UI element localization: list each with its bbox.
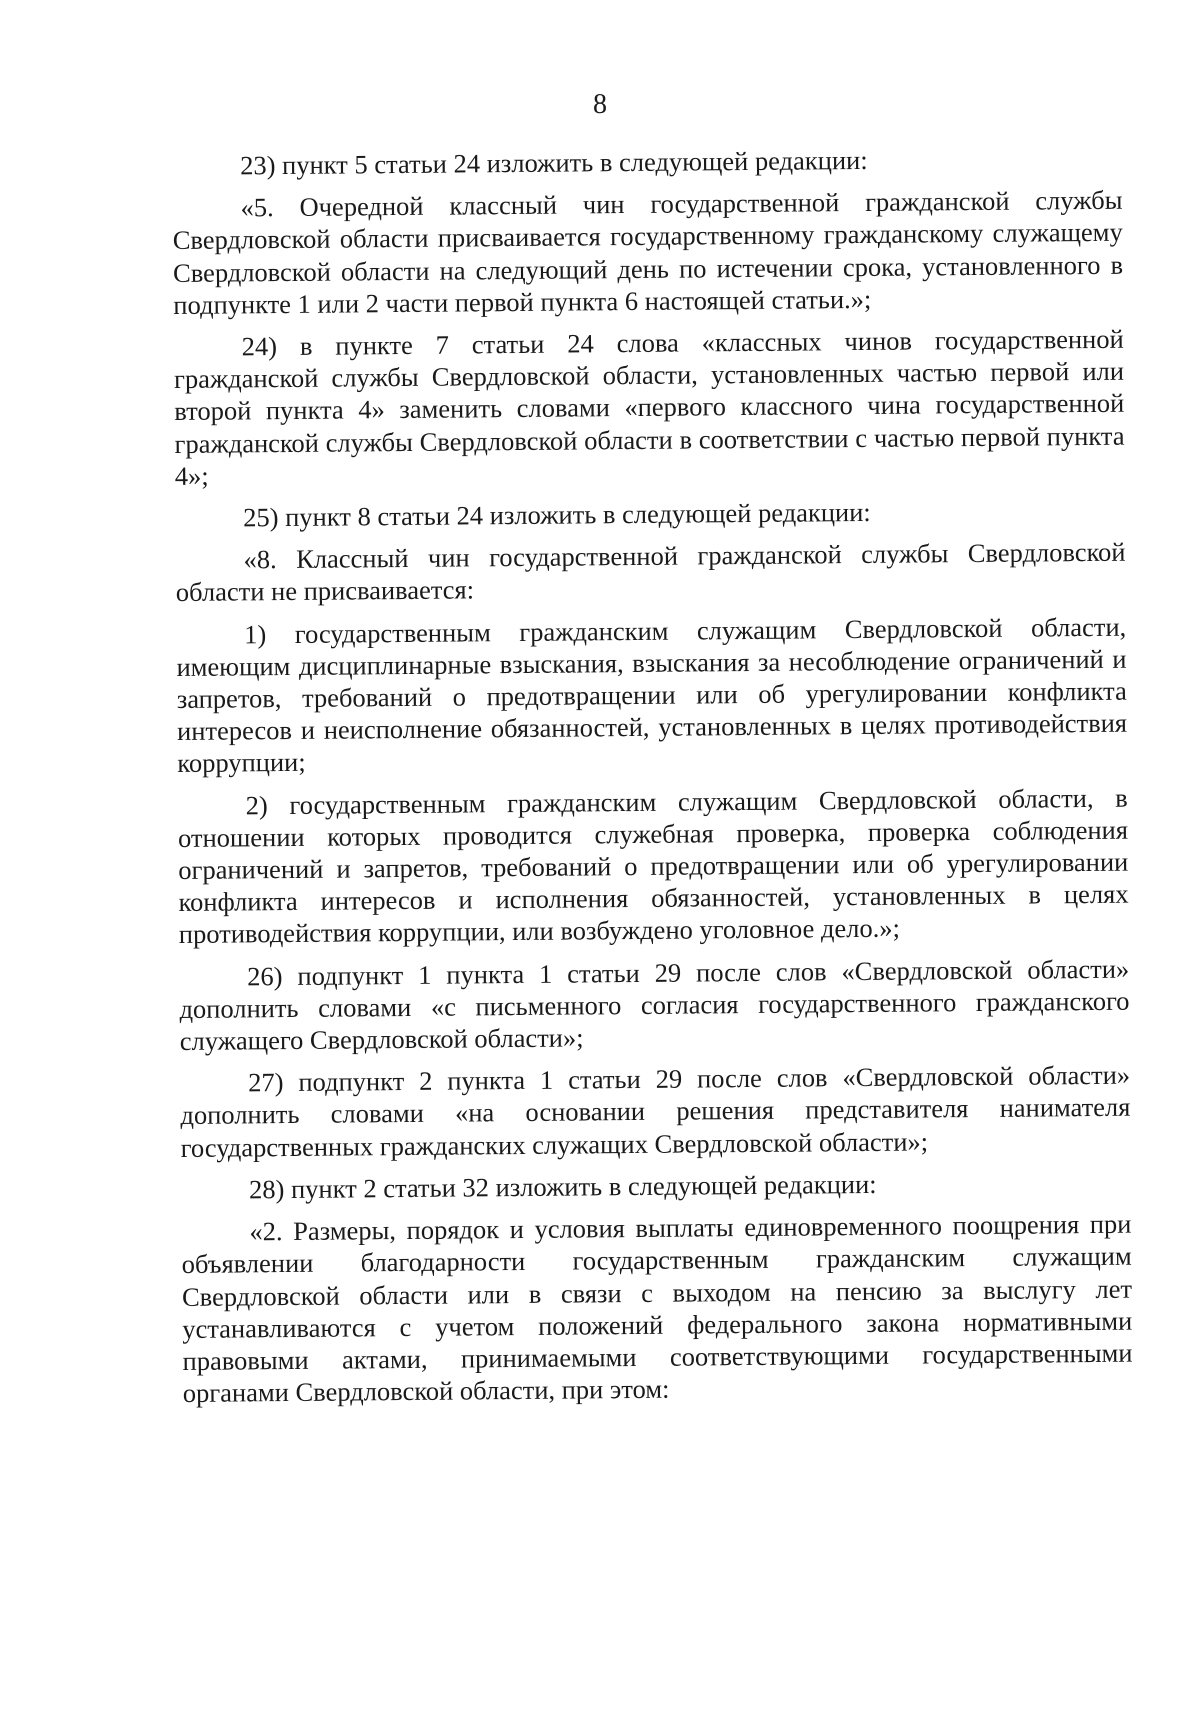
item-25-paragraph: 25) пункт 8 статьи 24 изложить в следующей редакции: (243, 496, 871, 533)
item-26-paragraph: 26) подпункт 1 пункта 1 статьи 29 после слов «Свердловской области» дополнить словами «с письменного согласия государственного гражданского служащего Свердловской области»; (179, 953, 1130, 1057)
item-25-subitem-1: 1) государственным гражданским служащим Свердловской области, имеющим дисциплинарные взыскания, взыскания за несоблюдение ограничений и запретов, требований о предотвращении или об урегулировании конфликта интересов и неисполнение обязанностей, установленных в целях противодействия коррупции; (176, 611, 1128, 779)
item-28-quoted-text: «2. Размеры, порядок и условия выплаты единовременного поощрения при объявлении благодарности государственным гражданским служащим Свердловской области или в связи с выходом на пенсию за выслугу лет устанавливаются с учетом положений федерального закона нормативными правовыми актами, принимаемыми соответствующими государственными органами Свердловской области, при этом: (181, 1208, 1133, 1409)
item-27-paragraph: 27) подпункт 2 пункта 1 статьи 29 после слов «Свердловской области» дополнить словами «на основании решения представителя нанимателя государственных гражданских служащих Свердловской области»; (180, 1059, 1131, 1163)
item-24-paragraph: 24) в пункте 7 статьи 24 слова «классных чинов государственной гражданской службы Свердловской области, установленных частью первой или второй пункта 4» заменить словами «первого классного чина государственной гражданской службы Свердловской области в соответствии с частью первой пункта 4»; (173, 323, 1125, 491)
document-body (172, 142, 1133, 1420)
item-28-paragraph: 28) пункт 2 статьи 32 изложить в следующей редакции: (248, 1168, 877, 1205)
item-23-paragraph: 23) пункт 5 статьи 24 изложить в следующей редакции: (240, 144, 868, 181)
page-number: 8 (593, 89, 607, 120)
item-25-quoted-text: «8. Классный чин государственной гражданской службы Свердловской области не присваивается: (175, 536, 1126, 608)
item-25-subitem-2: 2) государственным гражданским служащим Свердловской области, в отношении которых проводится служебная проверка, проверка соблюдения ограничений и запретов, требований о предотвращении или об урегулировании конфликта интересов и исполнения обязанностей, установленных в целях противодействия коррупции, или возбуждено уголовное дело.»; (177, 782, 1129, 950)
item-23-quoted-text: «5. Очередной классный чин государственной гражданской службы Свердловской области присваивается государственному гражданскому служащему Свердловской области на следующий день по истечении срока, установленного в подпункте 1 или 2 части первой пункта 6 настоящей статьи.»; (172, 184, 1124, 320)
